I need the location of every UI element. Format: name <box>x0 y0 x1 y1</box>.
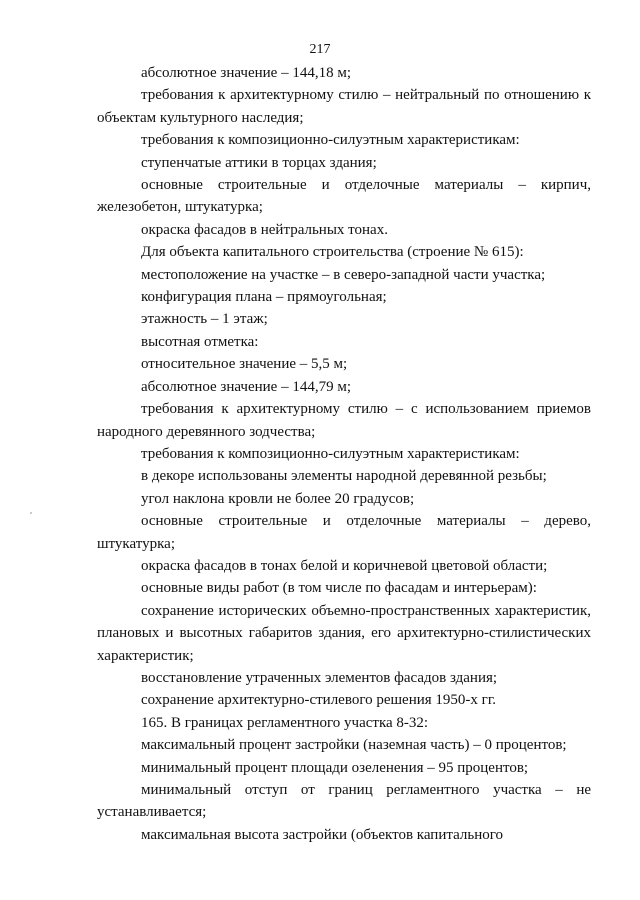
paragraph: Для объекта капитального строительства (строение № 615): <box>141 244 524 261</box>
paragraph: восстановление утраченных элементов фасадов здания; <box>141 669 498 686</box>
paragraph: угол наклона кровли не более 20 градусов; <box>141 490 415 507</box>
paragraph: абсолютное значение – 144,18 м; <box>141 65 351 81</box>
paragraph: основные строительные и отделочные материалы – кирпич, железобетон, штукатурка; <box>97 177 591 216</box>
paragraph: требования к композиционно-силуэтным характеристикам: <box>141 445 520 462</box>
paragraph: в декоре использованы элементы народной деревянной резьбы; <box>141 468 547 485</box>
paragraph: высотная отметка: <box>141 333 259 350</box>
paragraph: требования к архитектурному стилю – нейтральный по отношению к объектам культурного наследия; <box>97 87 591 126</box>
paragraph: конфигурация плана – прямоугольная; <box>141 289 387 306</box>
paragraph: минимальный отступ от границ регламентного участка – не устанавливается; <box>97 782 591 821</box>
paragraph: требования к архитектурному стилю – с использованием приемов народного деревянного зодчества; <box>97 401 591 440</box>
page-number: 217 <box>309 42 331 57</box>
paragraph: местоположение на участке – в северо-западной части участка; <box>141 266 546 283</box>
paragraph: сохранение исторических объемно-пространственных характеристик, плановых и высотных габаритов здания, его архитектурно-стилистических характеристик; <box>97 602 591 664</box>
paragraph: 165. В границах регламентного участка 8-32: <box>141 714 429 731</box>
paragraph: основные строительные и отделочные материалы – дерево, штукатурка; <box>97 513 591 552</box>
paragraph: сохранение архитектурно-стилевого решения 1950-х гг. <box>141 692 497 709</box>
paragraph: требования к композиционно-силуэтным характеристикам: <box>141 132 520 149</box>
paragraph: максимальная высота застройки (объектов капитального <box>141 826 504 843</box>
paragraph: относительное значение – 5,5 м; <box>141 356 348 373</box>
paragraph: основные виды работ (в том числе по фасадам и интерьерам): <box>141 580 537 597</box>
paragraph: абсолютное значение – 144,79 м; <box>141 378 351 395</box>
paragraph: окраска фасадов в нейтральных тонах. <box>141 221 388 238</box>
paragraph: максимальный процент застройки (наземная часть) – 0 процентов; <box>141 737 567 754</box>
paragraph: минимальный процент площади озеленения – 95 процентов; <box>141 759 529 776</box>
document-body <box>97 62 591 846</box>
scan-speck <box>30 512 32 514</box>
paragraph: окраска фасадов в тонах белой и коричневой цветовой области; <box>141 557 548 574</box>
paragraph: ступенчатые аттики в торцах здания; <box>141 154 377 171</box>
paragraph: этажность – 1 этаж; <box>141 311 268 328</box>
